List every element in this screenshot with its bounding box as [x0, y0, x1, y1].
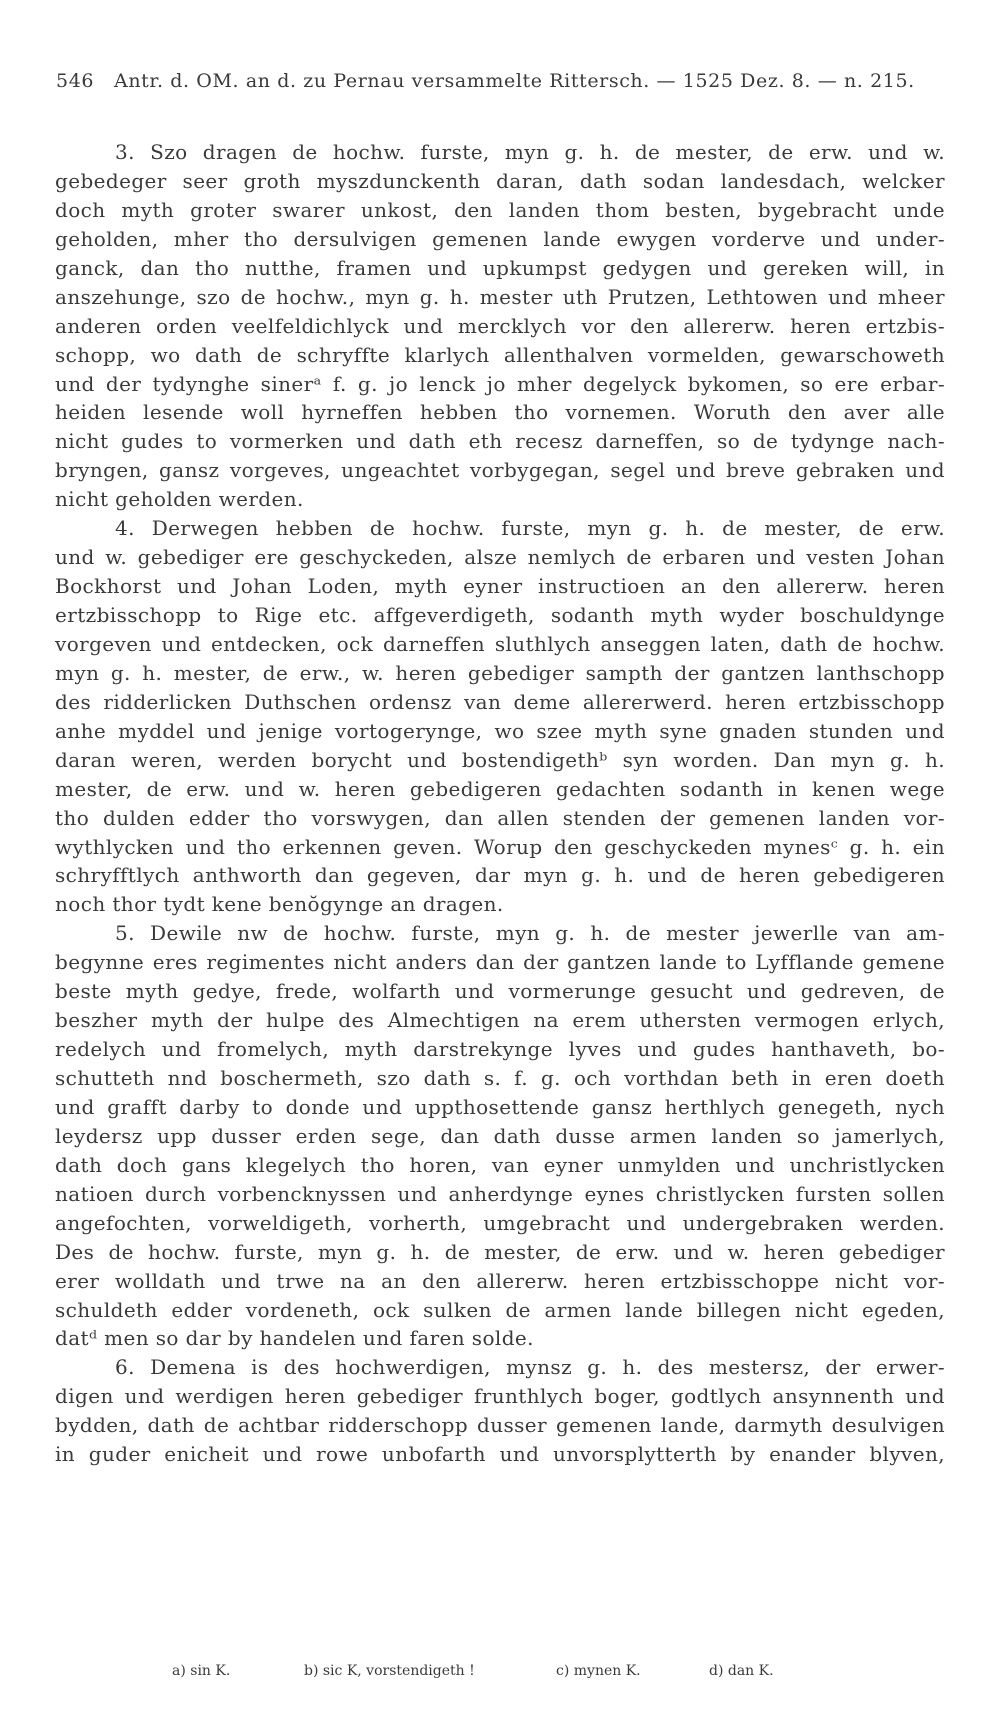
text-line: 4. Derwegen hebben de hochw. furste, myn g. h. de mester, de erw. [115, 516, 945, 541]
text-line: dath doch gans klegelych tho horen, van eyner unmylden und unchristlycken [55, 1152, 945, 1177]
text-line: mester, de erw. und w. heren gebedigeren gedachten sodanth in kenen wege [55, 776, 945, 801]
text-line: schuldeth edder vordeneth, ock sulken de armen lande billegen nicht egeden, [55, 1297, 945, 1322]
text-line: bryngen, gansz vorgeves, ungeachtet vorbygegan, segel und breve gebraken und [55, 458, 945, 483]
text-line: des ridderlicken Duthschen ordensz van deme allererwerd. heren ertzbisschopp [55, 689, 945, 714]
text-line: heiden lesende woll hyrneffen hebben tho vornemen. Woruth den aver alle [55, 400, 945, 425]
text-line: und w. gebediger ere geschyckeden, alsze nemlych de erbaren und vesten Johan [55, 545, 945, 570]
text-line: 5. Dewile nw de hochw. furste, myn g. h. de mester jewerlle van am- [115, 921, 945, 946]
text-line: ertzbisschopp to Rige etc. affgeverdigeth, sodanth myth wyder boschuldynge [55, 603, 945, 627]
text-line: nicht geholden werden. [55, 487, 304, 512]
text-line: redelych und fromelych, myth darstrekynge lyves und gudes hanthaveth, bo- [55, 1037, 945, 1062]
text-line: ganck, dan tho nutthe, framen und upkumpst gedygen und gereken will, in [55, 255, 945, 280]
text-line: 3. Szo dragen de hochw. furste, myn g. h. de mester, de erw. und w. [115, 140, 945, 164]
text-line: myn g. h. mester, de erw., w. heren gebediger sampth der gantzen lanthschopp [55, 660, 945, 685]
text-line: Bockhorst und Johan Loden, myth eyner instructioen an den allererw. heren [55, 574, 945, 599]
text-line: beszher myth der hulpe des Almechtigen na erem uthersten vermogen erlych, [55, 1008, 945, 1033]
text-line: natioen durch vorbencknyssen und anherdynge eynes christlycken fursten sollen [55, 1181, 945, 1206]
running-header [56, 70, 915, 92]
text-line: nicht gudes to vormerken und dath eth recesz darneffen, so de tydynge nach- [55, 429, 945, 454]
text-line: vorgeven und entdecken, ock darneffen sluthlych anseggen laten, dath de hochw. [55, 631, 945, 656]
text-line: in guder enicheit und rowe unbofarth und unvorsplytterth by enander blyven, [55, 1442, 945, 1467]
text-line: begynne eres regimentes nicht anders dan der gantzen lande to Lyfflande gemene [55, 950, 945, 975]
text-line: beste myth gedye, frede, wolfarth und vormerunge gesucht und gedreven, de [55, 979, 945, 1004]
body-text [55, 138, 945, 1469]
text-line: bydden, dath de achtbar ridderschopp dusser gemenen lande, darmyth desulvigen [55, 1413, 945, 1438]
running-title: Antr. d. OM. an d. zu Pernau versammelte Rittersch. — 1525 Dez. 8. — n. 215. [114, 70, 915, 92]
text-line: erer wolldath und trwe na an den allererw. heren ertzbisschoppe nicht vor- [55, 1268, 945, 1293]
text-line: doch myth groter swarer unkost, den landen thom besten, bygebracht unde [55, 197, 945, 222]
text-line: anszehunge, szo de hochw., myn g. h. mester uth Prutzen, Lethtowen und mheer [55, 284, 945, 309]
text-line: anderen orden veelfeldichlyck und mercklych vor den allererw. heren ertzbis- [55, 313, 945, 338]
text-line: anhe myddel und jenige vortogerynge, wo szee myth syne gnaden stunden und [55, 718, 945, 743]
text-line: schutteth nnd boschermeth, szo dath s. f. g. och vorthdan beth in eren doeth [55, 1066, 945, 1090]
footnote-a: a) sin K. [172, 1663, 231, 1679]
text-line: schryfftlych anthworth dan gegeven, dar myn g. h. und de heren gebedigeren [55, 863, 945, 888]
text-line: wythlycken und tho erkennen geven. Worup den geschyckeden mynesᶜ g. h. ein [55, 834, 945, 859]
text-line: und grafft darby to donde und uppthosettende gansz herthlych genegeth, nych [55, 1094, 945, 1119]
text-line: geholden, mher tho dersulvigen gemenen lande ewygen vorderve und under- [55, 226, 945, 251]
text-line: Des de hochw. furste, myn g. h. de mester, de erw. und w. heren gebediger [55, 1239, 945, 1264]
text-line: schopp, wo dath de schryffte klarlych allenthalven vormelden, gewarschoweth [55, 342, 945, 367]
footnote-b: b) sic K, vorstendigeth ! [304, 1663, 475, 1679]
text-line: und der tydynghe sinerᵃ f. g. jo lenck jo mher degelyck bykomen, so ere erbar- [55, 371, 945, 396]
text-line: digen und werdigen heren gebediger frunthlych boger, godtlych ansynnenth und [55, 1384, 945, 1409]
text-line: noch thor tydt kene benŏgynge an dragen. [55, 892, 504, 917]
text-line: datᵈ men so dar by handelen und faren solde. [55, 1326, 534, 1351]
text-line: 6. Demena is des hochwerdigen, mynsz g. h. des mestersz, der erwer- [115, 1355, 945, 1380]
text-line: leydersz upp dusser erden sege, dan dath dusse armen landen so jamerlych, [55, 1123, 945, 1148]
text-line: angefochten, vorweldigeth, vorherth, umgebracht und undergebraken werden. [55, 1210, 945, 1235]
footnote-c: c) mynen K. [556, 1663, 641, 1679]
text-line: daran weren, werden borycht und bostendigethᵇ syn worden. Dan myn g. h. [55, 747, 945, 772]
text-line: tho dulden edder tho vorswygen, dan allen stenden der gemenen landen vor- [55, 805, 945, 830]
page-number: 546 [56, 70, 95, 92]
footnote-d: d) dan K. [709, 1663, 774, 1679]
text-line: gebedeger seer groth myszdunckenth daran, dath sodan landesdach, welcker [55, 168, 945, 193]
